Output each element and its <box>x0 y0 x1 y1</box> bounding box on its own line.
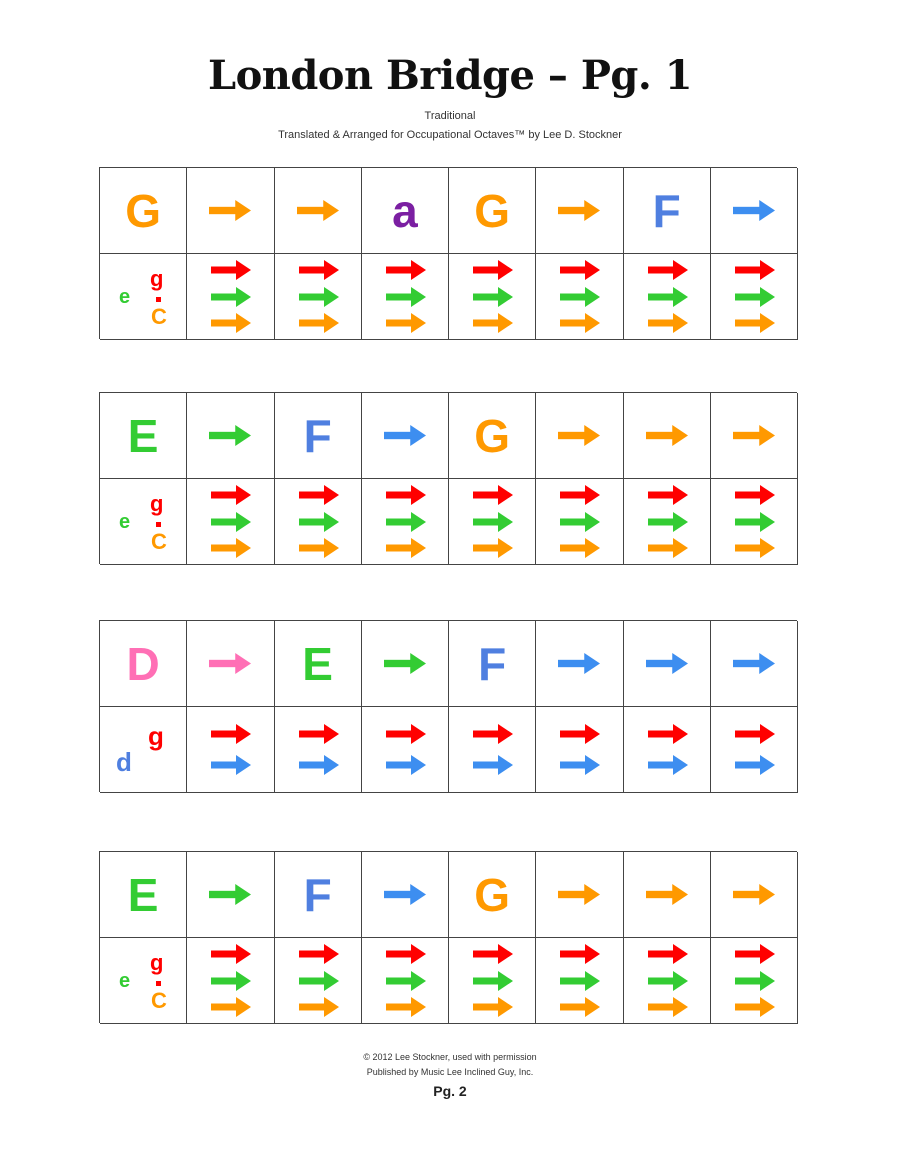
arranger-credit: Translated & Arranged for Occupational Octaves™ by Lee D. Stockner <box>278 129 622 141</box>
chord-dot-icon <box>156 297 161 302</box>
chord-arrow-icon <box>648 971 688 991</box>
melody-cell <box>187 852 274 938</box>
chord-arrow-icon <box>735 724 775 744</box>
chord-arrow-icon <box>735 260 775 280</box>
melody-cell <box>536 168 623 254</box>
chord-arrow-icon <box>560 512 600 532</box>
chord-arrow-icon <box>386 485 426 505</box>
chord-arrow-stack <box>187 479 273 564</box>
page-title: London Bridge – Pg. 1 <box>207 52 693 99</box>
sustain-arrow-wrap <box>624 393 710 478</box>
chord-cell <box>449 254 536 340</box>
chord-arrow-icon <box>473 724 513 744</box>
sustain-arrow-wrap <box>362 852 448 937</box>
sustain-arrow-icon <box>384 884 426 905</box>
sustain-arrow-wrap <box>624 621 710 706</box>
chord-label <box>100 707 187 793</box>
melody-cell <box>449 621 536 707</box>
chord-arrow-stack <box>624 479 710 564</box>
chord-cell <box>711 938 798 1024</box>
chord-arrow-icon <box>386 971 426 991</box>
melody-cell <box>536 621 623 707</box>
chord-arrow-icon <box>648 287 688 307</box>
chord-cell <box>275 479 362 565</box>
chord-arrow-icon <box>648 313 688 333</box>
sustain-arrow-icon <box>646 884 688 905</box>
chord-arrow-icon <box>648 944 688 964</box>
chord-arrow-icon <box>560 755 600 775</box>
note-letter: G <box>474 184 511 237</box>
note-letter: a <box>392 184 418 237</box>
chord-arrow-stack <box>711 938 797 1023</box>
chord-arrow-icon <box>735 971 775 991</box>
chord-cell <box>624 254 711 340</box>
chord-arrow-icon <box>299 260 339 280</box>
chord-arrow-icon <box>473 944 513 964</box>
chord-note: g <box>150 266 164 291</box>
chord-arrow-icon <box>211 260 251 280</box>
chord-arrow-stack <box>711 707 797 792</box>
chord-arrow-icon <box>735 512 775 532</box>
chord-arrow-icon <box>648 260 688 280</box>
chord-arrow-icon <box>648 485 688 505</box>
chord-arrow-stack <box>624 254 710 339</box>
chord-arrow-stack <box>624 707 710 792</box>
chord-arrow-icon <box>299 944 339 964</box>
system-grid-4 <box>99 851 797 1023</box>
chord-arrow-stack <box>711 254 797 339</box>
chord-arrow-icon <box>648 755 688 775</box>
chord-arrow-stack <box>362 254 448 339</box>
system-grid-1 <box>99 167 797 339</box>
chord-arrow-icon <box>386 512 426 532</box>
sustain-arrow-icon <box>733 200 775 221</box>
sustain-arrow-wrap <box>187 852 273 937</box>
note-letter: F <box>303 409 332 462</box>
sustain-arrow-icon <box>646 425 688 446</box>
chord-arrow-stack <box>362 707 448 792</box>
chord-arrow-stack <box>536 254 622 339</box>
melody-cell <box>275 393 362 479</box>
chord-cell <box>711 707 798 793</box>
chord-arrow-icon <box>560 944 600 964</box>
melody-cell <box>624 393 711 479</box>
chord-arrow-icon <box>386 755 426 775</box>
chord-arrow-icon <box>560 287 600 307</box>
chord-arrow-stack <box>449 938 535 1023</box>
sustain-arrow-wrap <box>187 621 273 706</box>
chord-cell <box>362 938 449 1024</box>
sustain-arrow-wrap <box>187 168 273 253</box>
chord-arrow-stack <box>536 707 622 792</box>
note-letter: F <box>652 184 681 237</box>
chord-arrow-icon <box>735 485 775 505</box>
chord-cell <box>536 938 623 1024</box>
sustain-arrow-wrap <box>711 852 797 937</box>
sustain-arrow-icon <box>209 425 251 446</box>
chord-arrow-icon <box>735 287 775 307</box>
melody-cell <box>536 852 623 938</box>
note-letter: G <box>125 184 162 237</box>
sustain-arrow-icon <box>209 653 251 674</box>
chord-arrow-icon <box>211 944 251 964</box>
melody-cell <box>711 168 798 254</box>
chord-arrow-icon <box>386 538 426 558</box>
chord-note: e <box>119 511 131 533</box>
chord-arrow-icon <box>648 538 688 558</box>
chord-arrow-icon <box>560 485 600 505</box>
melody-cell <box>624 621 711 707</box>
chord-arrow-stack <box>624 938 710 1023</box>
chord-arrow-icon <box>299 512 339 532</box>
chord-arrow-stack <box>449 479 535 564</box>
chord-arrow-icon <box>473 971 513 991</box>
sustain-arrow-icon <box>558 425 600 446</box>
chord-cell <box>187 479 274 565</box>
note-letter: F <box>303 868 332 921</box>
chord-note: g <box>150 950 164 975</box>
chord-arrow-icon <box>211 755 251 775</box>
sustain-arrow-wrap <box>536 852 622 937</box>
chord-arrow-stack <box>362 938 448 1023</box>
chord-arrow-icon <box>211 724 251 744</box>
note-letter: G <box>474 868 511 921</box>
sustain-arrow-icon <box>209 884 251 905</box>
chord-arrow-icon <box>211 313 251 333</box>
note-letter: E <box>127 409 159 462</box>
note-letter: E <box>302 637 333 690</box>
chord-arrow-icon <box>735 313 775 333</box>
melody-cell <box>449 393 536 479</box>
note-letter: G <box>474 409 511 462</box>
chord-arrow-icon <box>560 260 600 280</box>
chord-cell <box>100 254 187 340</box>
chord-arrow-icon <box>211 997 251 1017</box>
sustain-arrow-icon <box>733 884 775 905</box>
chord-arrow-icon <box>386 260 426 280</box>
chord-arrow-icon <box>299 997 339 1017</box>
melody-cell <box>100 852 187 938</box>
chord-arrow-icon <box>386 724 426 744</box>
chord-arrow-icon <box>560 724 600 744</box>
sustain-arrow-icon <box>209 200 251 221</box>
chord-cell <box>187 254 274 340</box>
sustain-arrow-icon <box>733 653 775 674</box>
chord-arrow-icon <box>473 512 513 532</box>
melody-cell <box>100 621 187 707</box>
chord-cell <box>624 479 711 565</box>
chord-cell <box>362 479 449 565</box>
sustain-arrow-wrap <box>187 393 273 478</box>
sustain-arrow-icon <box>733 425 775 446</box>
chord-arrow-stack <box>536 938 622 1023</box>
chord-arrow-icon <box>560 538 600 558</box>
chord-cell <box>362 254 449 340</box>
page-number: Pg. 2 <box>433 1083 467 1099</box>
chord-arrow-icon <box>386 997 426 1017</box>
melody-cell <box>449 852 536 938</box>
chord-arrow-icon <box>473 313 513 333</box>
chord-arrow-icon <box>648 997 688 1017</box>
chord-arrow-icon <box>473 485 513 505</box>
copyright-notice: © 2012 Lee Stockner, used with permission <box>363 1052 537 1062</box>
chord-note: C <box>151 529 167 554</box>
chord-dot-icon <box>156 981 161 986</box>
chord-cell <box>711 254 798 340</box>
melody-cell <box>187 393 274 479</box>
chord-cell <box>275 707 362 793</box>
melody-cell <box>362 168 449 254</box>
chord-note: e <box>119 286 131 308</box>
system-grid-2 <box>99 392 797 564</box>
melody-cell <box>362 621 449 707</box>
chord-cell <box>100 707 187 793</box>
chord-arrow-icon <box>648 512 688 532</box>
chord-arrow-icon <box>299 538 339 558</box>
melody-cell <box>711 393 798 479</box>
melody-cell <box>362 852 449 938</box>
sustain-arrow-wrap <box>711 621 797 706</box>
chord-arrow-icon <box>386 944 426 964</box>
sustain-arrow-icon <box>558 884 600 905</box>
chord-arrow-stack <box>275 707 361 792</box>
chord-arrow-icon <box>473 755 513 775</box>
chord-cell <box>449 938 536 1024</box>
sustain-arrow-icon <box>646 653 688 674</box>
melody-cell <box>711 621 798 707</box>
chord-arrow-icon <box>648 724 688 744</box>
sustain-arrow-icon <box>384 653 426 674</box>
chord-arrow-icon <box>386 287 426 307</box>
chord-arrow-icon <box>560 997 600 1017</box>
chord-cell <box>275 938 362 1024</box>
chord-arrow-stack <box>536 479 622 564</box>
chord-arrow-stack <box>711 479 797 564</box>
sustain-arrow-wrap <box>536 393 622 478</box>
chord-arrow-stack <box>449 707 535 792</box>
chord-arrow-icon <box>386 313 426 333</box>
chord-cell <box>536 479 623 565</box>
chord-arrow-icon <box>299 485 339 505</box>
chord-arrow-stack <box>275 938 361 1023</box>
chord-label <box>100 479 187 565</box>
chord-cell <box>187 938 274 1024</box>
sustain-arrow-wrap <box>711 393 797 478</box>
chord-cell <box>100 479 187 565</box>
system-grid-3 <box>99 620 797 792</box>
sustain-arrow-wrap <box>536 168 622 253</box>
chord-arrow-icon <box>735 755 775 775</box>
sustain-arrow-icon <box>558 653 600 674</box>
melody-cell <box>187 621 274 707</box>
chord-arrow-icon <box>299 287 339 307</box>
sustain-arrow-icon <box>297 200 339 221</box>
chord-arrow-icon <box>560 313 600 333</box>
chord-arrow-icon <box>211 485 251 505</box>
chord-arrow-icon <box>299 724 339 744</box>
chord-arrow-icon <box>735 944 775 964</box>
chord-arrow-icon <box>211 287 251 307</box>
chord-note: C <box>151 988 167 1013</box>
sustain-arrow-icon <box>558 200 600 221</box>
chord-cell <box>536 707 623 793</box>
note-letter: E <box>127 868 159 921</box>
sustain-arrow-wrap <box>275 168 361 253</box>
chord-cell <box>624 938 711 1024</box>
chord-cell <box>624 707 711 793</box>
chord-label <box>100 254 187 340</box>
chord-cell <box>711 479 798 565</box>
chord-arrow-stack <box>187 938 273 1023</box>
chord-arrow-icon <box>560 971 600 991</box>
chord-arrow-icon <box>473 260 513 280</box>
chord-arrow-icon <box>211 512 251 532</box>
chord-arrow-icon <box>473 538 513 558</box>
sustain-arrow-wrap <box>362 393 448 478</box>
chord-cell <box>187 707 274 793</box>
chord-cell <box>449 707 536 793</box>
chord-arrow-icon <box>211 971 251 991</box>
chord-dot-icon <box>156 522 161 527</box>
chord-label <box>100 938 187 1024</box>
chord-note: e <box>119 970 131 992</box>
melody-cell <box>100 168 187 254</box>
melody-cell <box>536 393 623 479</box>
melody-cell <box>187 168 274 254</box>
note-letter: D <box>126 637 160 690</box>
melody-cell <box>624 852 711 938</box>
chord-arrow-icon <box>473 997 513 1017</box>
chord-arrow-stack <box>187 254 273 339</box>
chord-arrow-icon <box>299 971 339 991</box>
chord-note: g <box>150 491 164 516</box>
chord-arrow-icon <box>473 287 513 307</box>
chord-cell <box>100 938 187 1024</box>
chord-cell <box>362 707 449 793</box>
chord-arrow-icon <box>299 313 339 333</box>
sustain-arrow-wrap <box>624 852 710 937</box>
chord-cell <box>449 479 536 565</box>
note-letter: F <box>478 637 507 690</box>
melody-cell <box>449 168 536 254</box>
melody-cell <box>362 393 449 479</box>
sustain-arrow-icon <box>384 425 426 446</box>
chord-arrow-icon <box>299 755 339 775</box>
melody-cell <box>624 168 711 254</box>
chord-arrow-stack <box>362 479 448 564</box>
publisher-notice: Published by Music Lee Inclined Guy, Inc. <box>366 1067 534 1077</box>
chord-arrow-stack <box>275 254 361 339</box>
chord-arrow-icon <box>735 997 775 1017</box>
melody-cell <box>100 393 187 479</box>
melody-cell <box>711 852 798 938</box>
sustain-arrow-wrap <box>362 621 448 706</box>
chord-arrow-icon <box>735 538 775 558</box>
chord-note: d <box>116 747 132 777</box>
chord-note: C <box>151 304 167 329</box>
chord-note: g <box>148 721 164 751</box>
chord-arrow-stack <box>275 479 361 564</box>
chord-arrow-stack <box>449 254 535 339</box>
chord-cell <box>275 254 362 340</box>
melody-cell <box>275 621 362 707</box>
chord-arrow-icon <box>211 538 251 558</box>
composer-credit: Traditional <box>424 110 476 122</box>
chord-cell <box>536 254 623 340</box>
sustain-arrow-wrap <box>711 168 797 253</box>
melody-cell <box>275 168 362 254</box>
melody-cell <box>275 852 362 938</box>
chord-arrow-stack <box>187 707 273 792</box>
sustain-arrow-wrap <box>536 621 622 706</box>
